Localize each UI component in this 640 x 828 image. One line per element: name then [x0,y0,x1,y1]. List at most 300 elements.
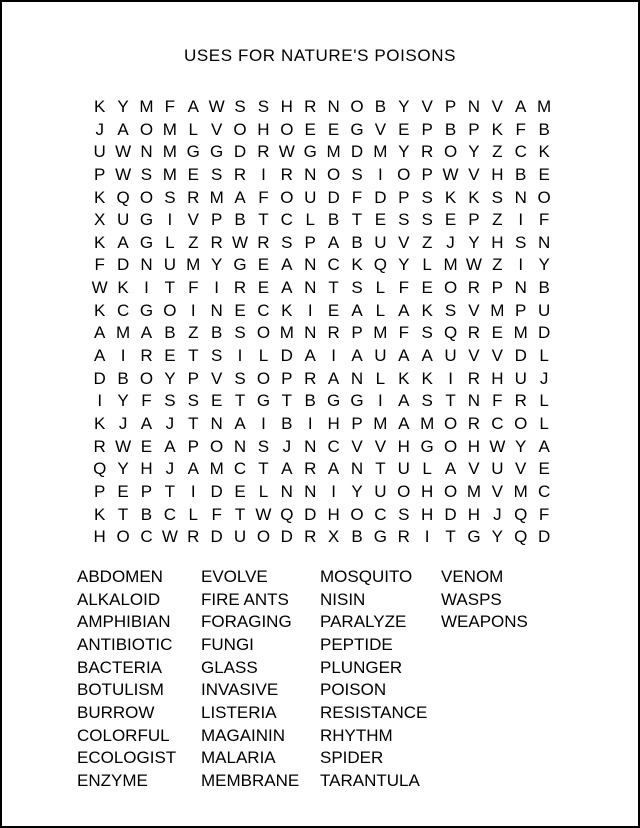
grid-letter: P [140,481,153,501]
grid-letter: G [139,300,154,320]
grid-row [88,300,556,323]
grid-letter: I [518,210,524,230]
grid-letter: M [373,323,388,343]
grid-letter: G [256,391,271,411]
grid-letter: I [378,391,383,411]
grid-letter: R [187,527,200,547]
grid-row [88,96,556,119]
grid-letter: O [350,504,364,524]
grid-letter: A [234,413,246,433]
grid-letter: G [139,232,154,252]
grid-letter: S [257,97,270,116]
grid-letter: B [281,413,293,433]
grid-letter: J [165,459,175,479]
grid-letter: M [490,300,505,320]
grid-letter: M [209,187,224,207]
grid-letter: F [538,504,550,524]
grid-letter: K [421,300,433,320]
grid-letter: F [492,391,503,411]
grid-letter: Z [492,255,503,275]
grid-letter: O [210,436,224,456]
grid-letter: C [491,413,504,433]
grid-letter: Y [351,481,363,501]
grid-letter: R [140,346,153,366]
grid-letter: P [468,119,480,139]
grid-letter: Y [468,142,480,162]
grid-letter: Y [398,97,410,116]
grid-letter: P [187,368,199,388]
grid-letter: Y [398,142,410,162]
grid-letter: Q [443,323,458,343]
word-list-item: ABDOMEN [77,566,163,586]
grid-letter: T [281,391,293,411]
grid-letter: M [466,481,482,501]
grid-letter: R [187,187,200,207]
word-list-item: ANTIBIOTIC [77,634,173,654]
grid-letter: A [140,413,153,433]
grid-letter: M [373,413,388,433]
grid-letter: R [210,232,223,252]
grid-letter: T [188,413,199,433]
grid-letter: M [209,459,224,479]
grid-letter: V [374,436,387,456]
word-list-item: MALARIA [201,748,276,768]
grid-letter: P [468,210,480,230]
grid-letter: R [257,142,270,162]
grid-letter: Z [188,323,199,343]
grid-letter: L [539,346,549,366]
grid-letter: O [139,119,154,139]
grid-letter: E [374,210,387,230]
grid-letter: C [280,210,293,230]
grid-letter: P [491,278,503,298]
grid-letter: E [210,391,223,411]
grid-letter: T [445,391,456,411]
grid-letter: M [420,413,435,433]
grid-letter: O [397,164,411,184]
grid-letter: R [467,368,481,388]
grid-letter: A [304,346,316,366]
grid-letter: Z [492,210,503,230]
grid-letter: N [304,436,317,456]
grid-letter: S [398,210,410,230]
grid-letter: F [398,278,409,298]
grid-letter: H [280,97,293,116]
grid-letter: B [351,232,363,252]
grid-letter: G [373,527,387,547]
grid-letter: E [491,323,503,343]
grid-letter: W [442,164,459,184]
grid-letter: N [514,278,527,298]
grid-letter: O [350,97,364,116]
grid-letter: L [539,391,549,411]
grid-letter: E [117,481,129,501]
grid-row [88,481,556,504]
grid-letter: N [467,391,481,411]
grid-letter: O [537,187,551,207]
word-list-item: WASPS [441,589,502,609]
grid-letter: O [256,527,271,547]
grid-letter: K [538,142,550,162]
grid-letter: P [281,368,293,388]
grid-letter: J [118,413,128,433]
grid-letter: Y [538,255,550,275]
grid-letter: I [424,527,430,547]
grid-letter: O [116,527,130,547]
word-list-item: FORAGING [201,612,292,632]
grid-letter: U [163,255,176,275]
grid-letter: H [421,504,434,524]
grid-letter: N [210,300,223,320]
grid-letter: H [93,527,106,547]
grid-letter: S [281,232,293,252]
grid-letter: B [374,97,387,116]
grid-row [88,368,556,391]
grid-letter: P [94,481,106,501]
grid-letter: B [515,164,527,184]
word-list-item: RESISTANCE [320,702,428,722]
grid-letter: J [165,413,175,433]
grid-letter: U [116,210,130,230]
grid-row [88,526,556,549]
grid-row [88,187,556,210]
grid-letter: W [489,436,506,456]
grid-letter: R [467,323,481,343]
grid-letter: T [375,459,386,479]
grid-letter: U [374,346,387,366]
grid-letter: O [514,413,528,433]
grid-letter: E [421,278,433,298]
grid-letter: K [281,300,293,320]
grid-row [88,413,556,436]
word-list-item: RHYTHM [320,725,393,745]
grid-letter: W [465,255,482,275]
grid-letter: V [210,368,223,388]
grid-letter: Q [116,187,130,207]
grid-letter: T [117,504,129,524]
grid-letter: N [537,232,551,252]
grid-letter: B [234,210,246,230]
word-list-item: NISIN [320,589,366,609]
grid-letter: A [515,97,527,116]
grid-letter: N [514,187,527,207]
grid-letter: L [258,346,269,366]
grid-letter: Q [514,504,528,524]
grid-letter: O [256,368,271,388]
grid-letter: S [164,391,176,411]
grid-letter: H [491,368,504,388]
grid-letter: T [445,527,456,547]
grid-letter: W [91,278,108,298]
grid-letter: I [190,481,196,501]
grid-letter: L [305,210,315,230]
word-list-item: PARALYZE [320,612,407,632]
grid-letter: N [140,142,153,162]
grid-letter: G [326,391,341,411]
grid-letter: V [491,97,503,116]
grid-letter: M [162,119,177,139]
grid-letter: Q [514,527,528,547]
grid-letter: T [188,346,199,366]
grid-letter: W [208,97,225,116]
grid-letter: A [327,232,340,252]
grid-letter: L [258,481,269,501]
grid-letter: P [94,164,106,184]
grid-letter: A [351,300,363,320]
grid-letter: D [374,187,387,207]
grid-letter: D [210,527,223,547]
grid-letter: C [327,255,340,275]
grid-row [88,254,556,277]
grid-letter: S [234,368,246,388]
grid-letter: P [444,97,457,116]
grid-letter: H [327,504,340,524]
grid-letter: O [163,300,177,320]
grid-letter: J [493,504,502,524]
grid-letter: M [326,142,341,162]
grid-letter: O [139,368,154,388]
grid-letter: K [468,187,480,207]
grid-letter: H [421,481,434,501]
grid-letter: R [327,323,340,343]
puzzle-title: USES FOR NATURE'S POISONS [183,46,457,65]
grid-letter: V [210,119,223,139]
grid-letter: F [164,97,176,116]
grid-letter: E [257,278,270,298]
grid-letter: N [304,164,317,184]
grid-letter: M [162,164,177,184]
grid-letter: N [304,278,317,298]
grid-letter: Q [373,255,387,275]
grid-letter: W [255,504,272,524]
grid-letter: Q [280,504,294,524]
grid-letter: W [161,527,178,547]
grid-letter: E [444,210,457,230]
grid-letter: N [467,97,481,116]
grid-letter: V [421,97,433,116]
word-list-item: TARANTULA [320,771,420,790]
grid-letter: V [491,481,503,501]
grid-letter: E [257,255,270,275]
grid-letter: H [467,504,481,524]
word-list-item: FIRE ANTS [201,589,289,609]
word-list-item: GLASS [201,657,258,677]
grid-row [88,119,556,142]
grid-letter: S [421,187,433,207]
grid-letter: O [443,142,458,162]
grid-letter: S [491,187,503,207]
grid-letter: B [117,368,129,388]
grid-letter: O [443,413,458,433]
grid-letter: I [307,413,313,433]
word-list-item: MOSQUITO [320,566,413,586]
grid-letter: B [304,391,316,411]
grid-letter: F [211,504,222,524]
grid-letter: M [373,142,388,162]
grid-letter: I [190,300,196,320]
grid-letter: G [420,436,434,456]
grid-row [88,209,556,232]
grid-letter: O [443,278,458,298]
grid-letter: Y [398,255,410,275]
grid-letter: O [280,119,294,139]
grid-letter: K [421,368,433,388]
grid-letter: H [491,164,504,184]
word-list-item: ECOLOGIST [77,748,177,768]
grid-letter: I [331,346,336,366]
grid-letter: S [234,97,246,116]
grid-letter: G [186,142,200,162]
grid-letter: K [444,187,457,207]
grid-letter: C [327,436,340,456]
grid-letter: R [421,142,434,162]
grid-letter: S [421,210,433,230]
grid-letter: Y [117,391,129,411]
grid-letter: R [467,278,481,298]
grid-letter: V [468,346,480,366]
grid-letter: O [443,481,458,501]
grid-letter: A [117,232,129,252]
grid-letter: U [397,459,410,479]
grid-letter: D [444,504,457,524]
grid-letter: G [139,210,154,230]
grid-letter: A [164,436,176,456]
grid-letter: V [374,119,387,139]
grid-letter: M [116,323,131,343]
grid-letter: N [304,481,317,501]
grid-letter: I [378,164,383,184]
grid-letter: R [257,232,270,252]
grid-letter: R [304,97,317,116]
grid-letter: E [327,300,340,320]
grid-letter: P [304,232,316,252]
word-list-item: BACTERIA [77,657,163,677]
grid-letter: B [444,119,457,139]
grid-letter: E [234,481,246,501]
grid-row [88,504,556,527]
grid-letter: S [164,187,176,207]
grid-letter: L [188,504,198,524]
word-list-item: MEMBRANE [201,771,300,790]
grid-letter: D [233,142,247,162]
grid-letter: G [233,255,247,275]
grid-letter: K [491,119,503,139]
grid-letter: D [514,346,527,366]
word-list-item: MAGAININ [201,725,286,745]
grid-letter: U [233,527,247,547]
grid-letter: C [163,504,176,524]
grid-letter: V [491,346,503,366]
word-list-item: WEAPONS [441,612,528,632]
grid-letter: A [281,278,293,298]
grid-letter: E [187,164,199,184]
grid-letter: B [351,527,363,547]
grid-letter: D [93,368,106,388]
grid-letter: S [421,323,433,343]
grid-letter: X [327,527,340,547]
grid-row [88,232,556,255]
grid-letter: S [140,164,153,184]
word-list-item: BOTULISM [77,680,164,700]
grid-letter: H [140,459,153,479]
grid-letter: A [140,323,153,343]
grid-letter: D [537,527,551,547]
grid-letter: S [210,164,223,184]
grid-letter: L [188,119,198,139]
grid-letter: C [140,527,153,547]
word-list-item: ENZYME [77,771,148,790]
grid-letter: T [258,210,269,230]
grid-letter: G [350,119,364,139]
word-list-column [441,566,528,793]
grid-letter: P [187,436,199,456]
grid-letter: O [139,187,154,207]
grid-letter: C [514,142,527,162]
grid-letter: I [97,391,103,411]
grid-row [88,322,556,345]
grid-letter: O [256,323,271,343]
grid-row [88,277,556,300]
grid-letter: D [327,187,340,207]
grid-letter: T [328,278,339,298]
grid-letter: C [257,300,270,320]
grid-letter: I [144,278,149,298]
grid-letter: D [280,346,293,366]
grid-letter: V [187,210,199,230]
grid-letter: U [444,346,457,366]
grid-letter: N [280,481,293,501]
grid-letter: I [331,481,336,501]
grid-letter: G [467,527,481,547]
grid-letter: M [443,255,458,275]
grid-letter: C [374,504,387,524]
grid-letter: V [515,459,527,479]
grid-letter: G [210,142,224,162]
grid-letter: R [280,164,293,184]
grid-letter: V [398,232,410,252]
grid-letter: G [350,391,364,411]
grid-letter: M [186,255,201,275]
grid-letter: S [210,346,223,366]
word-list-item: POISON [320,680,387,700]
grid-letter: A [398,300,410,320]
grid-letter: O [443,436,458,456]
grid-letter: D [304,504,317,524]
grid-letter: A [444,459,457,479]
grid-letter: L [422,255,432,275]
grid-letter: T [234,391,246,411]
grid-letter: A [327,368,340,388]
grid-letter: E [398,119,410,139]
grid-letter: P [515,300,527,320]
grid-letter: B [210,323,223,343]
grid-letter: S [444,300,457,320]
grid-letter: R [397,527,410,547]
grid-letter: K [94,300,106,320]
grid-letter: D [280,527,293,547]
grid-letter: K [94,97,106,116]
grid-letter: E [538,459,550,479]
grid-letter: U [514,368,527,388]
word-list-item: VENOM [441,566,504,586]
grid-letter: S [421,391,433,411]
grid-letter: E [140,436,153,456]
grid-letter: A [421,346,433,366]
grid-letter: A [94,323,106,343]
word-list-item: EVOLVE [201,566,268,586]
grid-letter: Y [210,255,223,275]
word-list-column [201,566,320,793]
